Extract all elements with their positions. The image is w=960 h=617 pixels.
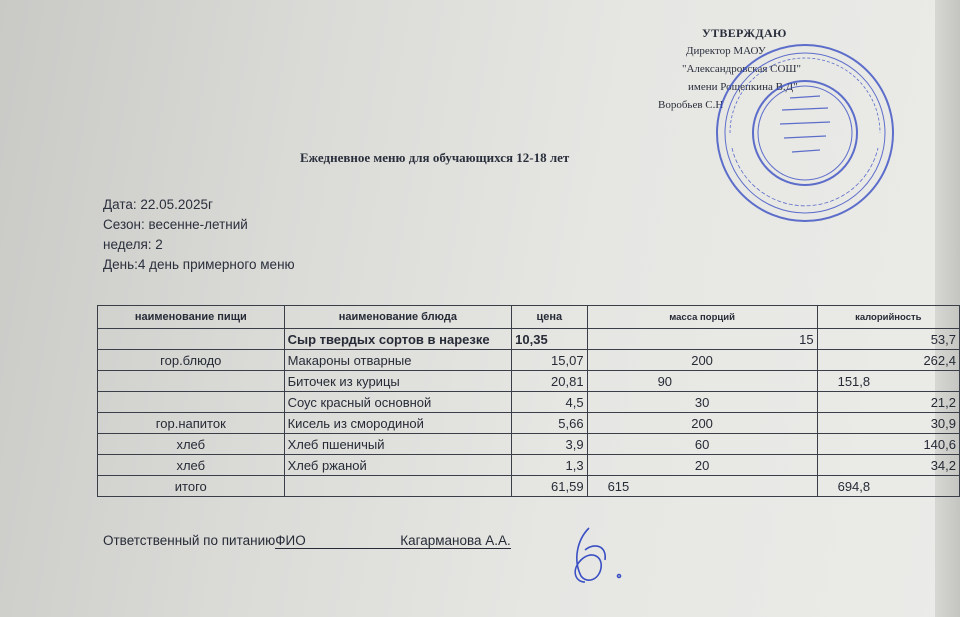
cell-mass: 200 (587, 350, 817, 371)
cell-mass: 20 (587, 455, 817, 476)
cell-meal: итого (98, 476, 285, 497)
cell-price: 3,9 (512, 434, 587, 455)
cell-kcal: 694,8 (817, 476, 959, 497)
page-title: Ежедневное меню для обучающихся 12-18 лет (300, 150, 570, 165)
cell-mass: 615 (587, 476, 817, 497)
cell-price: 10,35 (512, 329, 587, 350)
responsible-label: Ответственный по питанию (103, 533, 276, 548)
responsible-name: Кагарманова А.А. (400, 533, 511, 548)
cell-price: 1,3 (512, 455, 587, 476)
cell-mass: 60 (587, 434, 817, 455)
cell-dish: Хлеб ржаной (284, 455, 512, 476)
cell-dish (284, 476, 512, 497)
signature-icon (555, 520, 635, 590)
approval-line: Воробьев С.Н (658, 99, 724, 111)
official-stamp-icon (710, 38, 900, 228)
cell-kcal: 262,4 (817, 350, 959, 371)
table-row (98, 329, 960, 350)
table-row (98, 371, 960, 392)
cell-price: 5,66 (512, 413, 587, 434)
cell-meal: хлеб (98, 434, 285, 455)
cell-meal (98, 329, 285, 350)
header-kcal: калорийность (817, 306, 959, 329)
responsible-line (103, 533, 511, 549)
approval-line: "Александровская СОШ" (682, 63, 802, 75)
cell-price: 20,81 (512, 371, 587, 392)
menu-day: День:4 день примерного меню (103, 257, 295, 272)
header-dish: наименование блюда (284, 306, 512, 329)
fio-label: ФИО (275, 533, 400, 549)
header-meal: наименование пищи (98, 306, 285, 329)
cell-mass: 90 (587, 371, 817, 392)
menu-date: Дата: 22.05.2025г (103, 197, 213, 212)
cell-kcal: 53,7 (817, 329, 959, 350)
cell-meal (98, 392, 285, 413)
cell-kcal: 151,8 (817, 371, 959, 392)
cell-mass: 15 (587, 329, 817, 350)
cell-price: 4,5 (512, 392, 587, 413)
cell-dish: Сыр твердых сортов в нарезке (284, 329, 512, 350)
table-header-row (98, 306, 960, 329)
cell-meal: гор.блюдо (98, 350, 285, 371)
table-row-total (98, 476, 960, 497)
cell-kcal: 30,9 (817, 413, 959, 434)
menu-week: неделя: 2 (103, 237, 163, 252)
cell-dish: Хлеб пшеничый (284, 434, 512, 455)
cell-kcal: 140,6 (817, 434, 959, 455)
cell-mass: 30 (587, 392, 817, 413)
cell-dish: Биточек из курицы (284, 371, 512, 392)
table-row (98, 455, 960, 476)
menu-meta (103, 195, 295, 275)
menu-season: Сезон: весенне-летний (103, 217, 248, 232)
menu-table (97, 305, 960, 497)
cell-dish: Макароны отварные (284, 350, 512, 371)
approval-line: имени Рощепкина В.Д" (688, 81, 798, 93)
cell-price: 61,59 (512, 476, 587, 497)
cell-price: 15,07 (512, 350, 587, 371)
approval-line: Директор МАОУ (686, 45, 766, 57)
cell-mass: 200 (587, 413, 817, 434)
cell-kcal: 34,2 (817, 455, 959, 476)
table-row (98, 413, 960, 434)
table-row (98, 392, 960, 413)
cell-meal: хлеб (98, 455, 285, 476)
table-row (98, 434, 960, 455)
header-price: цена (512, 306, 587, 329)
table-row (98, 350, 960, 371)
header-mass: масса порций (587, 306, 817, 329)
cell-dish: Кисель из смородиной (284, 413, 512, 434)
approval-heading: УТВЕРЖДАЮ (702, 26, 787, 40)
cell-meal: гор.напиток (98, 413, 285, 434)
cell-meal (98, 371, 285, 392)
cell-kcal: 21,2 (817, 392, 959, 413)
cell-dish: Соус красный основной (284, 392, 512, 413)
